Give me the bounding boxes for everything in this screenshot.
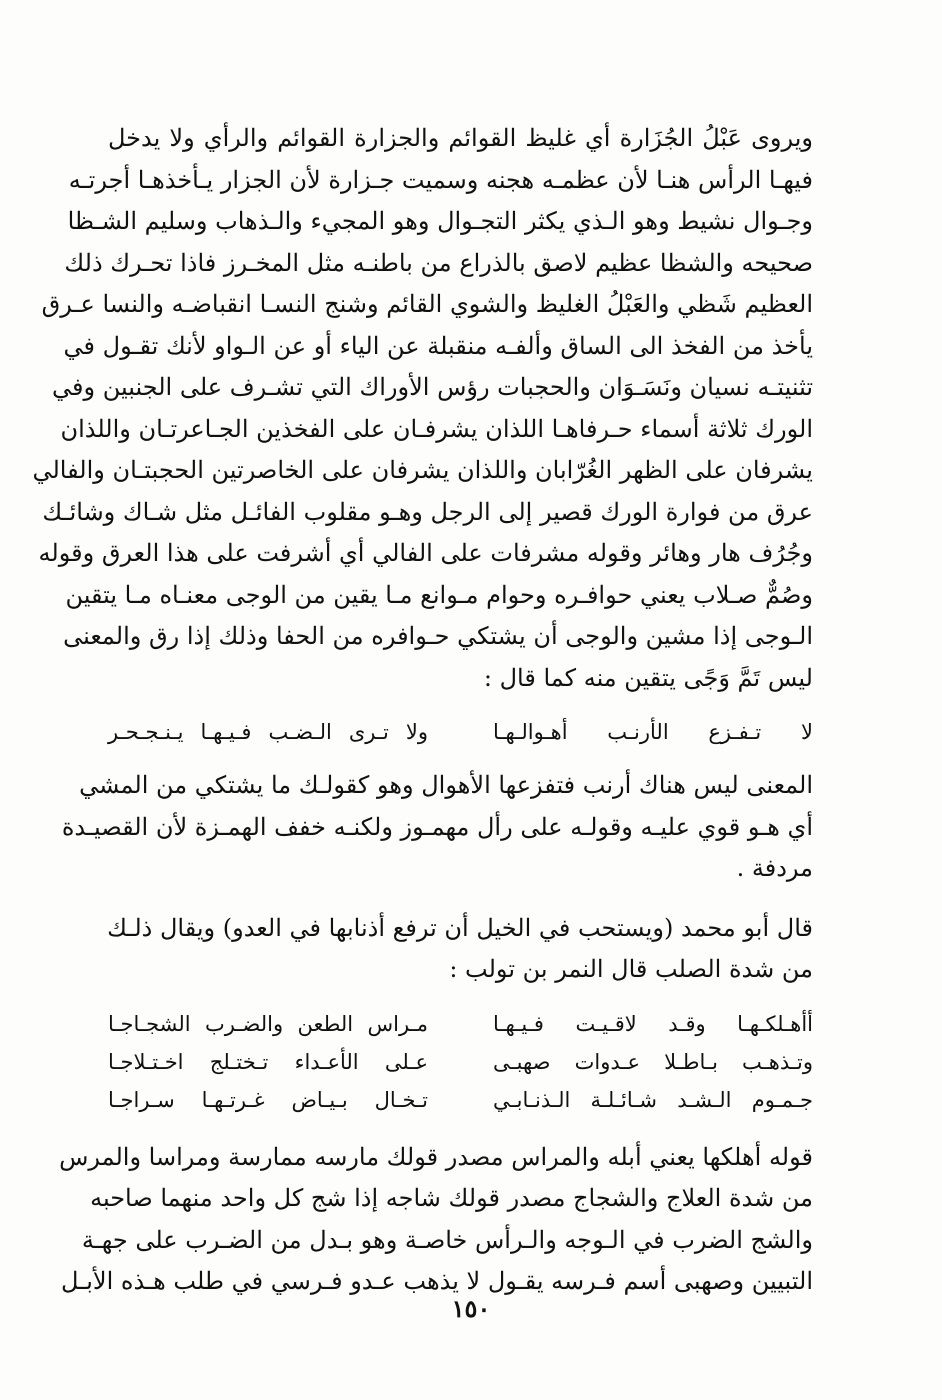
text-line: قال أبو محمد (ويستحب في الخيل أن ترفع أذنابها في العدو) ويقال ذلـك (107, 913, 813, 942)
text-line: صحيحه والشظا عظيم لاصق بالذراع من باطنـه مثل المخـرز فاذا تحـرك ذلك (64, 248, 813, 277)
text-line: من شدة الصلب قال النمر بن تولب : (449, 955, 813, 983)
paragraph-4 (59, 1137, 813, 1303)
paragraph-3 (108, 908, 813, 991)
text-line: وصُمٌّ صـلاب يعني حوافـره وحوام مـوانع مـا يقين من الوجى معنـاه مـا يتقين (65, 580, 813, 609)
text-line: المعنى ليس هناك أرنب فتفزعها الأهوال وهو كقولـك ما يشتكي من المشي (79, 771, 813, 799)
page-body (32, 118, 813, 1303)
verse-hemistich-right: جـمـوم الـشـد شـائـلـة الـذنـابـي (493, 1087, 813, 1112)
verse-hemistich-right: أأهـلكـهـا وقـد لاقـيـت فـيـهـا (493, 1011, 813, 1036)
text-line: والشج الضرب في الـوجه والـرأس خاصـة وهو بـدل من الضـرب على جهـة (81, 1225, 813, 1254)
paragraph-1 (32, 118, 813, 699)
verse-hemistich-left: مـراس الطعن والضـرب الشجـاجـا (108, 1011, 428, 1036)
text-line: فيهـا الرأس هنـا لأن عظمـه هجنه وسميت جـزارة لأن الجزار يـأخذهـا أجرتـه (68, 165, 813, 194)
verse-hemistich-left: ولا تـرى الـضـب فـيـهـا يـنـجـحـر (108, 720, 428, 744)
verse-hemistich-left: عـلى الأعـداء تـختـلج اخـتـلاجـا (108, 1049, 428, 1074)
text-line: يشرفان على الظهر الغُرّابان واللذان يشرفان على الخاصرتين الحجبتـان والفالي (32, 456, 813, 484)
page-number: ١٥٠ (451, 1294, 491, 1323)
paragraph-2 (61, 765, 813, 890)
text-line: التبيين وصهبى أسم فـرسه يقـول لا يذهب عـدو فـرسي في طلب هـذه الأبـل (61, 1267, 813, 1295)
text-line: قوله أهلكها يعني أبله والمراس مصدر قولك مارسه ممارسة ومراسا والمرس (59, 1142, 813, 1171)
text-line: مردفة . (736, 854, 813, 882)
verse-hemistich-left: تـخـال بـيـاض غـرتـهـا سـراجـا (108, 1087, 428, 1112)
text-line: عرق من فوارة الورك قصير إلى الرجل وهـو مقلوب الفائـل مثل شـاك وشائـك (42, 497, 813, 526)
verse-line (108, 713, 813, 751)
text-line: الـوجى إذا مشين والوجى أن يشتكي حـوافره من الحفا وذلك إذا رق والمعنى (63, 622, 813, 650)
text-line: ويروى عَبْلُ الجُزَارة أي غليظ القوائم والجزارة القوائم والرأي ولا يدخل (108, 124, 813, 152)
text-line: وجـوال نشيط وهو الـذي يكثر التجـوال وهو المجيء والـذهاب وسليم الشـظا (67, 207, 813, 235)
poem-verses (108, 1005, 813, 1119)
verse-line (108, 1081, 813, 1119)
text-line: أي هـو قوي عليـه وقولـه على رأل مهمـوز ولكنـه خفف الهمـزة لأن القصيـدة (61, 812, 813, 841)
verse-hemistich-right: لا تـفـزع الأرنـب أهـوالـهـا (493, 720, 813, 744)
text-line: يأخذ من الفخذ الى الساق وألفـه منقبلة عن الياء أو عن الـواو لأنك تقـول في (63, 331, 813, 360)
text-line: ليس تَمَّ وَجًى يتقين منه كما قال : (483, 663, 813, 692)
text-line: وجُرُف هار وهائر وقوله مشرفات على الفالي أي أشرفت على هذا العرق وقوله (38, 539, 813, 567)
text-line: العظيم شَظي والعَبْلُ الغليظ والشوي القائم وشنج النسـا انقباضـه والنسا عـرق (41, 290, 813, 318)
verse-line (108, 1005, 813, 1043)
text-line: الورك ثلاثة أسماء حـرفاهـا اللذان يشرفـان على الفخذين الجـاعرتـان واللذان (60, 414, 813, 443)
verse-hemistich-right: وتـذهـب بـاطـلا عـدوات صهبـى (493, 1049, 813, 1074)
text-line: تثنيتـه نسيان ونَسَـوَان والحجبات رؤس الأوراك التي تشـرف على الجنبين وفي (52, 373, 813, 401)
verse-line (108, 1043, 813, 1081)
text-line: من شدة العلاج والشجاج مصدر قولك شاجه إذا شج كل واحد منهما صاحبه (90, 1184, 813, 1212)
